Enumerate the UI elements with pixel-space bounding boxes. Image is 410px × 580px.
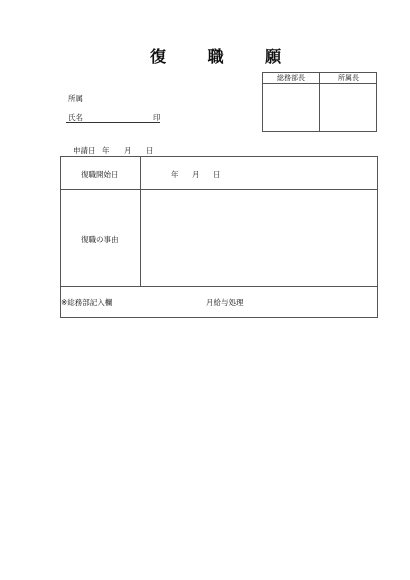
name-underline[interactable] (66, 122, 160, 123)
approval-stamp-box (262, 72, 377, 132)
application-date-year: 年 (102, 146, 110, 155)
approval-stamp-cell-department-head[interactable] (320, 84, 377, 131)
affiliation-label: 所属 (68, 94, 83, 103)
general-affairs-note: ※総務部記入欄 (61, 298, 113, 307)
reason-input-area[interactable] (141, 191, 377, 286)
application-date-label: 申請日 (73, 146, 96, 155)
seal-label: 印 (153, 113, 161, 122)
approval-header-department-head: 所属長 (320, 73, 377, 84)
reason-label: 復職の事由 (81, 235, 119, 244)
start-date-year: 年 (171, 170, 179, 179)
approval-stamp-cell-general-affairs[interactable] (263, 84, 320, 131)
application-date-month: 月 (124, 146, 132, 155)
application-table (60, 156, 378, 318)
approval-header-general-affairs: 総務部長 (263, 73, 320, 84)
application-date-day: 日 (146, 146, 154, 155)
start-date-label: 復職開始日 (81, 170, 119, 179)
start-date-input-area[interactable] (141, 157, 377, 189)
start-date-day: 日 (213, 170, 221, 179)
payroll-processing-label: 月給与処理 (206, 298, 244, 307)
name-label: 氏名 (68, 113, 83, 122)
document-title: 復 職 願 (150, 47, 300, 66)
start-date-month: 月 (192, 170, 200, 179)
